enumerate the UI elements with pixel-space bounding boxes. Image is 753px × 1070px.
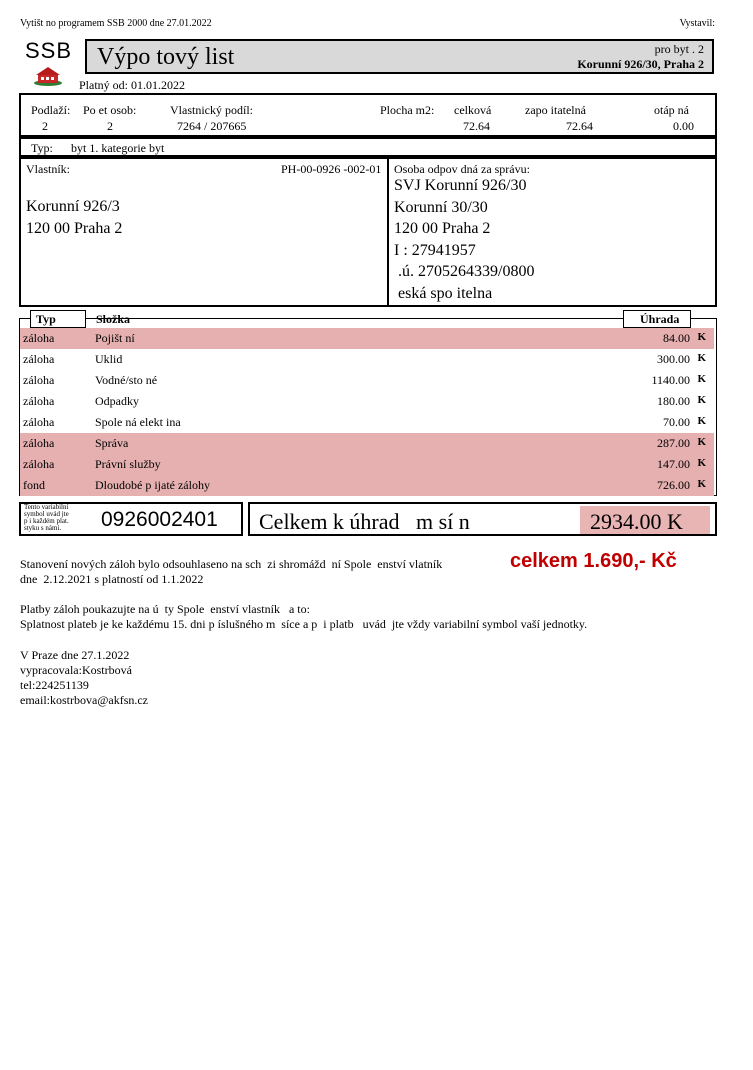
manager-line6: eská spo itelna xyxy=(394,285,493,302)
row-amount: 726.00 xyxy=(657,478,690,492)
printed-by-note: Vytišt no programem SSB 2000 dne 27.01.2022 xyxy=(20,18,212,29)
row-amount: 70.00 xyxy=(663,415,690,429)
area-label: Plocha m2: xyxy=(380,103,435,117)
table-row xyxy=(20,412,714,433)
floor-value: 2 xyxy=(42,119,48,133)
row-component: Právní služby xyxy=(95,457,161,471)
owner-address-line1: Korunní 926/3 xyxy=(26,198,120,215)
unit-info-box xyxy=(19,93,717,137)
footer-paragraph1-line2: dne 2.12.2021 s platností od 1.1.2022 xyxy=(20,572,204,586)
ownership-label: Vlastnický podíl: xyxy=(170,103,253,117)
owner-divider xyxy=(387,159,389,305)
row-currency: K xyxy=(697,457,706,469)
row-type: záloha xyxy=(23,436,55,450)
row-type: záloha xyxy=(23,415,55,429)
row-currency: K xyxy=(697,436,706,448)
total-box xyxy=(248,502,717,536)
manager-line1: SVJ Korunní 926/30 xyxy=(394,177,527,194)
heated-area-label: otáp ná xyxy=(654,103,689,117)
row-amount: 84.00 xyxy=(663,331,690,345)
type-value: byt 1. kategorie byt xyxy=(71,141,165,155)
floor-label: Podlaží: xyxy=(31,103,71,117)
ssb-logo: SSB xyxy=(25,38,73,63)
valid-from: Platný od: 01.01.2022 xyxy=(79,78,186,92)
handwritten-total-annotation: celkem 1.690,- Kč xyxy=(510,550,677,572)
house-logo-icon xyxy=(33,64,63,86)
row-type: záloha xyxy=(23,331,55,345)
owner-manager-box xyxy=(19,157,717,307)
unit-label: pro byt . 2 xyxy=(654,42,704,56)
variable-symbol-value: 0926002401 xyxy=(101,508,218,531)
row-type: záloha xyxy=(23,352,55,366)
row-component: Pojišt ní xyxy=(95,331,135,345)
type-label: Typ: xyxy=(31,141,53,155)
row-component: Odpadky xyxy=(95,394,139,408)
footer-phone: tel:224251139 xyxy=(20,678,89,692)
row-component: Dloudobé p ijaté zálohy xyxy=(95,478,210,492)
row-type: fond xyxy=(23,478,45,492)
manager-line4: I : 27941957 xyxy=(394,242,476,259)
title-box xyxy=(85,39,714,74)
row-currency: K xyxy=(697,331,706,343)
variable-symbol-note xyxy=(24,504,69,532)
owner-code: PH-00-0926 -002-01 xyxy=(281,162,382,176)
total-label: Celkem k úhrad m sí n xyxy=(259,509,470,534)
manager-label: Osoba odpov dná za správu: xyxy=(394,162,530,176)
row-currency: K xyxy=(697,415,706,427)
persons-label: Po et osob: xyxy=(83,103,137,117)
row-amount: 300.00 xyxy=(657,352,690,366)
row-amount: 180.00 xyxy=(657,394,690,408)
row-component: Uklid xyxy=(95,352,123,366)
row-amount: 1140.00 xyxy=(651,373,690,387)
row-component: Spole ná elekt ina xyxy=(95,415,181,429)
manager-line5: .ú. 2705264339/0800 xyxy=(394,263,535,280)
row-component: Vodné/sto né xyxy=(95,373,158,387)
table-row xyxy=(20,328,714,349)
row-component: Správa xyxy=(95,436,129,450)
footer-paragraph2-line1: Platby záloh poukazujte na ú ty Spole enství vlastník a to: xyxy=(20,602,310,616)
total-value: 2934.00 K xyxy=(590,509,683,534)
col-uhrada-header: Úhrada xyxy=(640,312,680,326)
issued-by-label: Vystavil: xyxy=(679,18,715,29)
table-row xyxy=(20,454,714,475)
table-row xyxy=(20,433,714,454)
row-type: záloha xyxy=(23,394,55,408)
heated-area-value: 0.00 xyxy=(673,119,694,133)
unit-address: Korunní 926/30, Praha 2 xyxy=(577,57,704,71)
variable-symbol-box xyxy=(19,502,243,536)
row-currency: K xyxy=(697,394,706,406)
col-slozka-header: Složka xyxy=(96,312,131,326)
row-currency: K xyxy=(697,352,706,364)
ownership-value: 7264 / 207665 xyxy=(177,119,247,133)
table-row xyxy=(20,349,714,370)
footer-prepared-by: vypracovala:Kostrbová xyxy=(20,663,132,677)
note-line: p i každém plat. xyxy=(24,517,69,525)
note-line: symbol uvád jte xyxy=(24,510,69,518)
row-amount: 147.00 xyxy=(657,457,690,471)
footer-email: email:kostrbova@akfsn.cz xyxy=(20,693,149,707)
counted-area-label: zapo itatelná xyxy=(525,103,586,117)
row-currency: K xyxy=(697,478,706,490)
unit-type-box xyxy=(19,137,717,157)
row-currency: K xyxy=(697,373,706,385)
row-amount: 287.00 xyxy=(657,436,690,450)
row-type: záloha xyxy=(23,373,55,387)
owner-label: Vlastník: xyxy=(26,162,70,176)
row-type: záloha xyxy=(23,457,55,471)
note-line: styku s námi. xyxy=(24,524,62,532)
total-area-label: celková xyxy=(454,103,492,117)
persons-value: 2 xyxy=(107,119,113,133)
footer-place-date: V Praze dne 27.1.2022 xyxy=(20,648,130,662)
total-area-value: 72.64 xyxy=(463,119,490,133)
page-title: Výpo tový list xyxy=(97,44,235,70)
manager-line2: Korunní 30/30 xyxy=(394,199,488,216)
counted-area-value: 72.64 xyxy=(566,119,593,133)
table-row xyxy=(20,391,714,412)
note-line: Tento variabilní xyxy=(24,503,69,511)
table-row xyxy=(20,370,714,391)
footer-paragraph2-line2: Splatnost plateb je ke každému 15. dni p íslušného m síce a p i platb uvád jte vždy variabilní symbol vaší jednotky. xyxy=(20,617,588,631)
table-row xyxy=(20,475,714,496)
owner-address-line2: 120 00 Praha 2 xyxy=(26,220,123,237)
footer-paragraph1-line1: Stanovení nových záloh bylo odsouhlaseno na sch zi shromážd ní Spole enství vlatník xyxy=(20,557,443,571)
col-typ-header: Typ xyxy=(36,312,56,326)
manager-line3: 120 00 Praha 2 xyxy=(394,220,491,237)
